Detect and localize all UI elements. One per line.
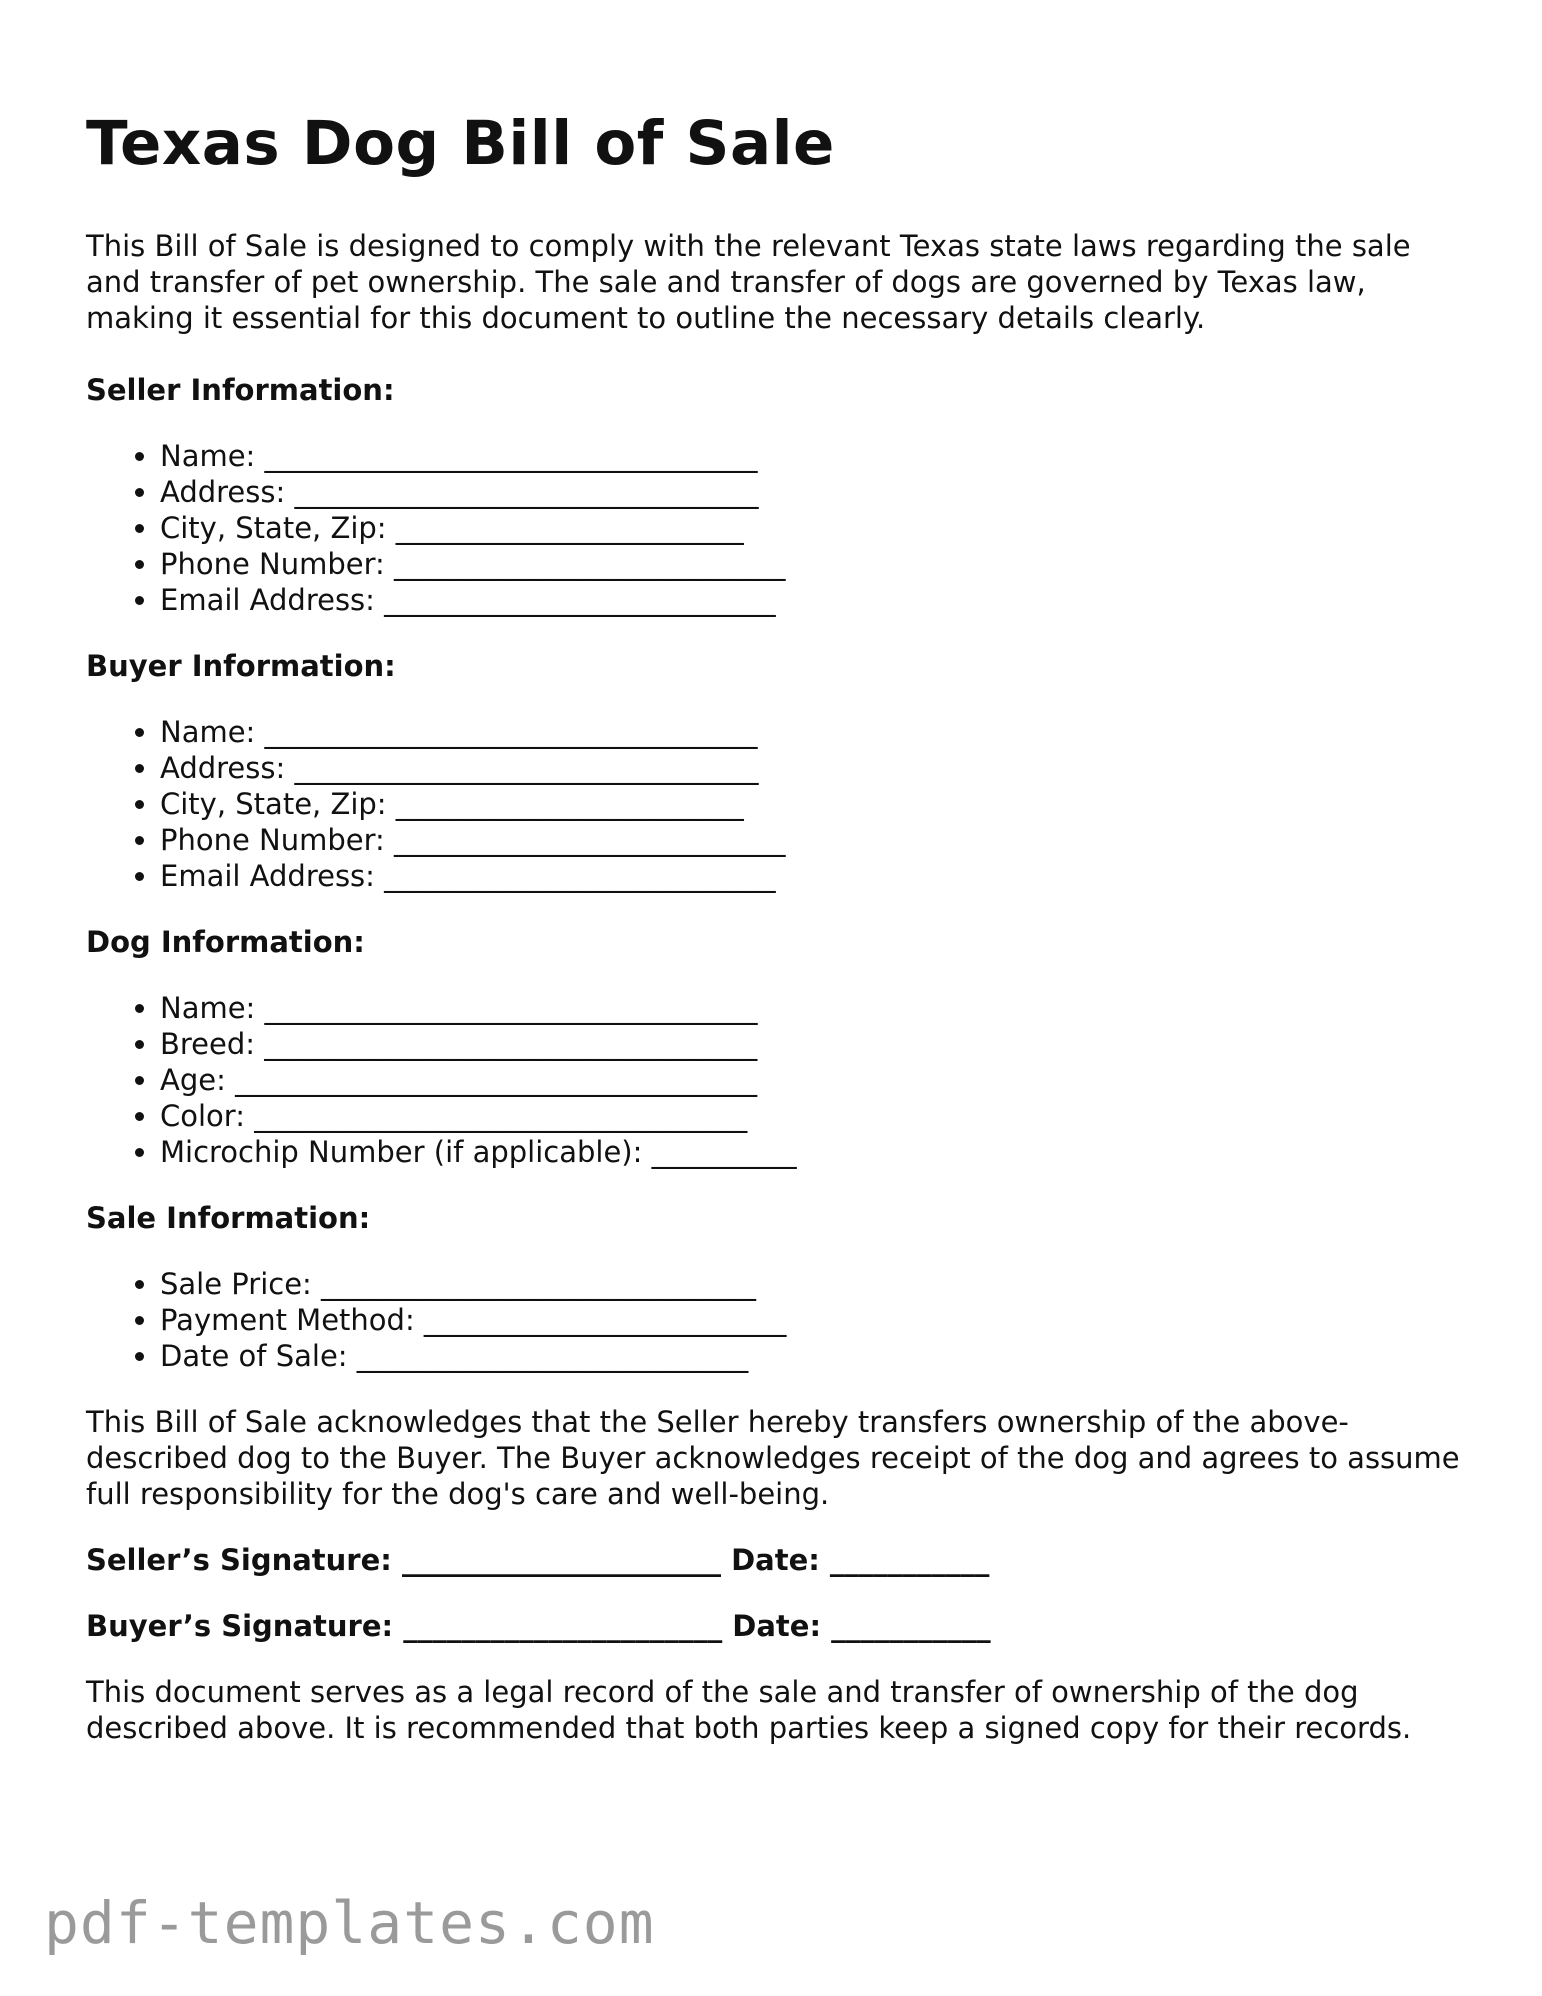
dog-color-field: • Color: __________________________________ [160,1098,1466,1134]
buyer-phone-field: • Phone Number: ___________________________ [160,822,1466,858]
seller-fields-list [86,438,1466,618]
seller-name-field: • Name: __________________________________ [160,438,1466,474]
date-of-sale-field: • Date of Sale: ___________________________ [160,1338,1466,1374]
buyer-address-field: • Address: ________________________________ [160,750,1466,786]
buyer-section-heading: Buyer Information: [86,649,396,683]
buyer-fields-list [86,714,1466,894]
sale-price-field: • Sale Price: ______________________________ [160,1266,1466,1302]
buyer-city-state-zip-field: • City, State, Zip: ________________________ [160,786,1466,822]
buyer-name-field: • Name: __________________________________ [160,714,1466,750]
dog-fields-list [86,990,1466,1170]
seller-phone-field: • Phone Number: ___________________________ [160,546,1466,582]
closing-paragraph: This document serves as a legal record of the sale and transfer of ownership of the dog described above. It is recommended that both parties keep a signed copy for their records. [86,1675,1412,1745]
seller-signature-line: Seller’s Signature: ______________________ Date: ___________ [86,1543,990,1577]
document-title: Texas Dog Bill of Sale [86,108,835,179]
seller-section-heading: Seller Information: [86,373,395,407]
payment-method-field: • Payment Method: _________________________ [160,1302,1466,1338]
seller-city-state-zip-field: • City, State, Zip: ________________________ [160,510,1466,546]
document-page [86,104,1466,1746]
seller-address-field: • Address: ________________________________ [160,474,1466,510]
seller-email-field: • Email Address: ___________________________ [160,582,1466,618]
dog-breed-field: • Breed: __________________________________ [160,1026,1466,1062]
intro-paragraph: This Bill of Sale is designed to comply with the relevant Texas state laws regarding the sale and transfer of pet ownership. The sale and transfer of dogs are governed by Texas law, making it essential for this document to outline the necessary details clearly. [86,229,1411,335]
watermark: pdf-templates.com [44,1889,655,1957]
sale-fields-list [86,1266,1466,1374]
acknowledgment-paragraph: This Bill of Sale acknowledges that the Seller hereby transfers ownership of the above-described dog to the Buyer. The Buyer acknowledges receipt of the dog and agrees to assume full responsibility for the dog's care and well-being. [86,1405,1460,1511]
dog-section-heading: Dog Information: [86,925,365,959]
buyer-signature-line: Buyer’s Signature: ______________________ Date: ___________ [86,1609,991,1643]
sale-section-heading: Sale Information: [86,1201,371,1235]
dog-microchip-field: • Microchip Number (if applicable): __________ [160,1134,1466,1170]
buyer-email-field: • Email Address: ___________________________ [160,858,1466,894]
dog-name-field: • Name: __________________________________ [160,990,1466,1026]
dog-age-field: • Age: ____________________________________ [160,1062,1466,1098]
